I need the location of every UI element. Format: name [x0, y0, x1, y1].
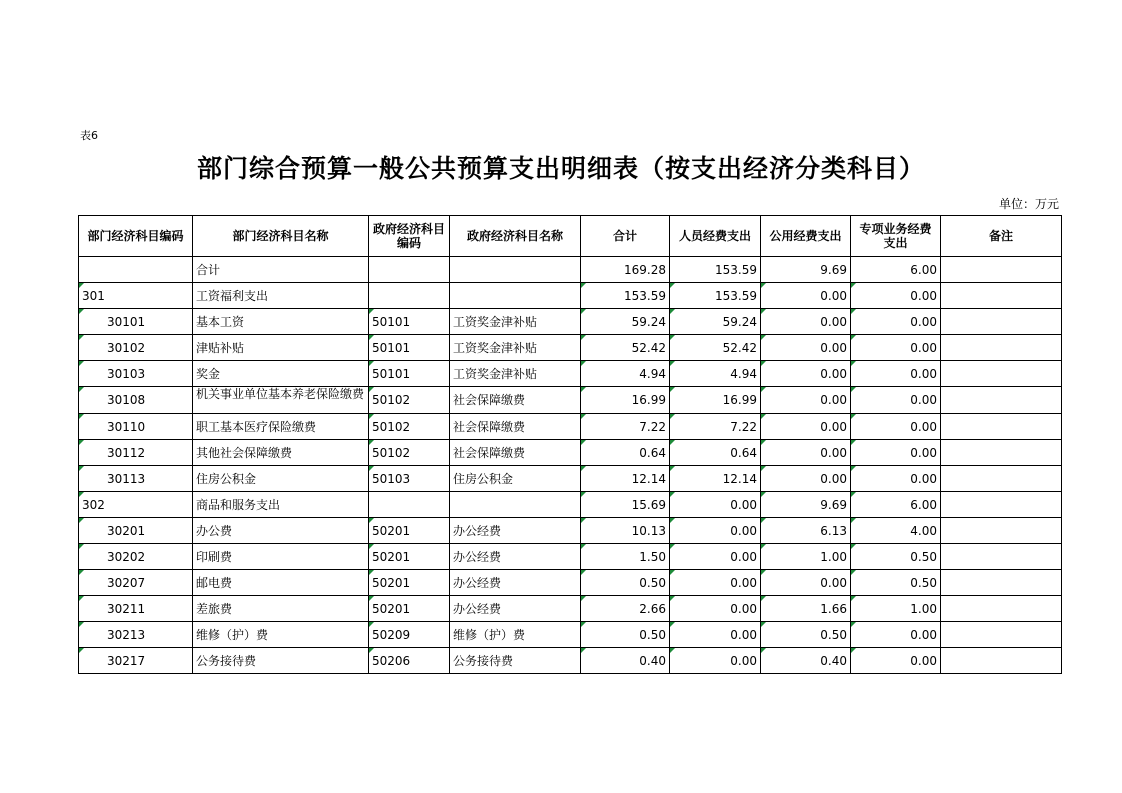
table-row: [79, 466, 1062, 492]
header-special: 专项业务经费支出: [851, 216, 941, 257]
gov-code-cell: 50101: [369, 309, 450, 335]
gov-name-cell: 维修（护）费: [450, 622, 581, 648]
table-row: [79, 570, 1062, 596]
special-cell: 6.00: [851, 257, 941, 283]
public-cell: 0.00: [761, 361, 851, 387]
dept-code-cell: 30202: [79, 544, 193, 570]
total-cell: 59.24: [581, 309, 670, 335]
dept-code-cell: 30108: [79, 387, 193, 414]
gov-code-cell: 50201: [369, 518, 450, 544]
expenditure-table: [78, 215, 1062, 674]
personnel-cell: 0.00: [670, 570, 761, 596]
gov-code-cell: 50201: [369, 570, 450, 596]
gov-name-cell: 办公经费: [450, 570, 581, 596]
gov-code-cell: 50209: [369, 622, 450, 648]
special-cell: 0.50: [851, 544, 941, 570]
total-cell: 0.40: [581, 648, 670, 674]
total-cell: 15.69: [581, 492, 670, 518]
total-cell: 52.42: [581, 335, 670, 361]
dept-name-cell: 办公费: [193, 518, 369, 544]
table-row: [79, 414, 1062, 440]
gov-name-cell: 公务接待费: [450, 648, 581, 674]
gov-name-cell: 社会保障缴费: [450, 387, 581, 414]
gov-code-cell: 50103: [369, 466, 450, 492]
personnel-cell: 0.00: [670, 596, 761, 622]
remark-cell: [941, 257, 1062, 283]
remark-cell: [941, 440, 1062, 466]
dept-code-cell: 30207: [79, 570, 193, 596]
public-cell: 0.00: [761, 414, 851, 440]
header-total: 合计: [581, 216, 670, 257]
special-cell: 0.00: [851, 440, 941, 466]
table-row: [79, 648, 1062, 674]
remark-cell: [941, 648, 1062, 674]
remark-cell: [941, 414, 1062, 440]
gov-name-cell: 社会保障缴费: [450, 414, 581, 440]
total-cell: 16.99: [581, 387, 670, 414]
total-cell: 7.22: [581, 414, 670, 440]
public-cell: 1.00: [761, 544, 851, 570]
gov-name-cell: 工资奖金津补贴: [450, 309, 581, 335]
gov-name-cell: [450, 257, 581, 283]
gov-code-cell: 50102: [369, 440, 450, 466]
public-cell: 9.69: [761, 492, 851, 518]
dept-name-cell: 商品和服务支出: [193, 492, 369, 518]
personnel-cell: 12.14: [670, 466, 761, 492]
dept-name-cell: 其他社会保障缴费: [193, 440, 369, 466]
special-cell: 0.00: [851, 361, 941, 387]
personnel-cell: 153.59: [670, 283, 761, 309]
public-cell: 0.00: [761, 570, 851, 596]
remark-cell: [941, 466, 1062, 492]
personnel-cell: 0.00: [670, 622, 761, 648]
remark-cell: [941, 335, 1062, 361]
total-cell: 1.50: [581, 544, 670, 570]
special-cell: 1.00: [851, 596, 941, 622]
remark-cell: [941, 283, 1062, 309]
public-cell: 0.00: [761, 283, 851, 309]
remark-cell: [941, 518, 1062, 544]
personnel-cell: 0.00: [670, 518, 761, 544]
dept-code-cell: 301: [79, 283, 193, 309]
special-cell: 0.00: [851, 309, 941, 335]
dept-name-cell: 住房公积金: [193, 466, 369, 492]
public-cell: 0.00: [761, 387, 851, 414]
dept-name-cell: 津贴补贴: [193, 335, 369, 361]
table-row: [79, 440, 1062, 466]
gov-code-cell: [369, 283, 450, 309]
dept-code-cell: 30217: [79, 648, 193, 674]
gov-name-cell: 办公经费: [450, 518, 581, 544]
dept-name-cell: 公务接待费: [193, 648, 369, 674]
special-cell: 0.00: [851, 387, 941, 414]
table-body: [79, 257, 1062, 674]
public-cell: 0.40: [761, 648, 851, 674]
dept-name-cell: 机关事业单位基本养老保险缴费: [193, 387, 369, 414]
remark-cell: [941, 387, 1062, 414]
table-row: [79, 309, 1062, 335]
public-cell: 0.00: [761, 466, 851, 492]
public-cell: 0.00: [761, 335, 851, 361]
header-remark: 备注: [941, 216, 1062, 257]
dept-name-cell: 奖金: [193, 361, 369, 387]
dept-name-cell: 基本工资: [193, 309, 369, 335]
remark-cell: [941, 309, 1062, 335]
total-cell: 4.94: [581, 361, 670, 387]
special-cell: 0.00: [851, 283, 941, 309]
total-cell: 0.50: [581, 570, 670, 596]
special-cell: 0.00: [851, 648, 941, 674]
dept-name-cell: 维修（护）费: [193, 622, 369, 648]
total-cell: 0.50: [581, 622, 670, 648]
header-gov-code: 政府经济科目编码: [369, 216, 450, 257]
personnel-cell: 59.24: [670, 309, 761, 335]
public-cell: 1.66: [761, 596, 851, 622]
special-cell: 0.50: [851, 570, 941, 596]
page-title: 部门综合预算一般公共预算支出明细表（按支出经济分类科目）: [196, 154, 925, 183]
header-personnel: 人员经费支出: [670, 216, 761, 257]
special-cell: 4.00: [851, 518, 941, 544]
gov-name-cell: 办公经费: [450, 544, 581, 570]
total-cell: 169.28: [581, 257, 670, 283]
dept-name-cell: 印刷费: [193, 544, 369, 570]
table-row: [79, 622, 1062, 648]
header-row: [79, 216, 1062, 257]
personnel-cell: 0.00: [670, 492, 761, 518]
dept-code-cell: 30110: [79, 414, 193, 440]
public-cell: 9.69: [761, 257, 851, 283]
table-row: [79, 335, 1062, 361]
total-cell: 0.64: [581, 440, 670, 466]
remark-cell: [941, 570, 1062, 596]
public-cell: 0.50: [761, 622, 851, 648]
gov-code-cell: 50206: [369, 648, 450, 674]
table-row: [79, 518, 1062, 544]
dept-name-cell: 合计: [193, 257, 369, 283]
gov-name-cell: 社会保障缴费: [450, 440, 581, 466]
dept-code-cell: [79, 257, 193, 283]
dept-code-cell: 30113: [79, 466, 193, 492]
header-gov-name: 政府经济科目名称: [450, 216, 581, 257]
remark-cell: [941, 361, 1062, 387]
special-cell: 0.00: [851, 335, 941, 361]
dept-code-cell: 30103: [79, 361, 193, 387]
total-cell: 153.59: [581, 283, 670, 309]
personnel-cell: 16.99: [670, 387, 761, 414]
total-cell: 12.14: [581, 466, 670, 492]
personnel-cell: 7.22: [670, 414, 761, 440]
gov-code-cell: 50101: [369, 361, 450, 387]
dept-code-cell: 30211: [79, 596, 193, 622]
gov-code-cell: [369, 257, 450, 283]
special-cell: 0.00: [851, 466, 941, 492]
dept-code-cell: 30201: [79, 518, 193, 544]
table-row: [79, 257, 1062, 283]
dept-code-cell: 30213: [79, 622, 193, 648]
header-dept-name: 部门经济科目名称: [193, 216, 369, 257]
special-cell: 0.00: [851, 622, 941, 648]
table-number: 表6: [80, 129, 98, 142]
gov-name-cell: 住房公积金: [450, 466, 581, 492]
personnel-cell: 0.00: [670, 648, 761, 674]
gov-name-cell: [450, 283, 581, 309]
total-cell: 10.13: [581, 518, 670, 544]
remark-cell: [941, 596, 1062, 622]
gov-code-cell: 50102: [369, 414, 450, 440]
dept-name-cell: 差旅费: [193, 596, 369, 622]
remark-cell: [941, 622, 1062, 648]
gov-code-cell: 50201: [369, 596, 450, 622]
personnel-cell: 0.00: [670, 544, 761, 570]
personnel-cell: 52.42: [670, 335, 761, 361]
public-cell: 6.13: [761, 518, 851, 544]
table-row: [79, 283, 1062, 309]
remark-cell: [941, 492, 1062, 518]
dept-code-cell: 30101: [79, 309, 193, 335]
table-row: [79, 544, 1062, 570]
dept-code-cell: 30102: [79, 335, 193, 361]
gov-name-cell: 工资奖金津补贴: [450, 361, 581, 387]
personnel-cell: 0.64: [670, 440, 761, 466]
remark-cell: [941, 544, 1062, 570]
gov-code-cell: 50101: [369, 335, 450, 361]
dept-code-cell: 30112: [79, 440, 193, 466]
dept-name-cell: 邮电费: [193, 570, 369, 596]
dept-code-cell: 302: [79, 492, 193, 518]
dept-name-cell: 工资福利支出: [193, 283, 369, 309]
table-row: [79, 361, 1062, 387]
table-row: [79, 492, 1062, 518]
gov-code-cell: 50201: [369, 544, 450, 570]
header-public: 公用经费支出: [761, 216, 851, 257]
header-dept-code: 部门经济科目编码: [79, 216, 193, 257]
table-row: [79, 387, 1062, 414]
personnel-cell: 153.59: [670, 257, 761, 283]
public-cell: 0.00: [761, 440, 851, 466]
personnel-cell: 4.94: [670, 361, 761, 387]
gov-code-cell: [369, 492, 450, 518]
dept-name-cell: 职工基本医疗保险缴费: [193, 414, 369, 440]
gov-code-cell: 50102: [369, 387, 450, 414]
gov-name-cell: 办公经费: [450, 596, 581, 622]
gov-name-cell: [450, 492, 581, 518]
public-cell: 0.00: [761, 309, 851, 335]
total-cell: 2.66: [581, 596, 670, 622]
unit-label: 单位：万元: [998, 197, 1059, 211]
special-cell: 6.00: [851, 492, 941, 518]
table-row: [79, 596, 1062, 622]
gov-name-cell: 工资奖金津补贴: [450, 335, 581, 361]
special-cell: 0.00: [851, 414, 941, 440]
